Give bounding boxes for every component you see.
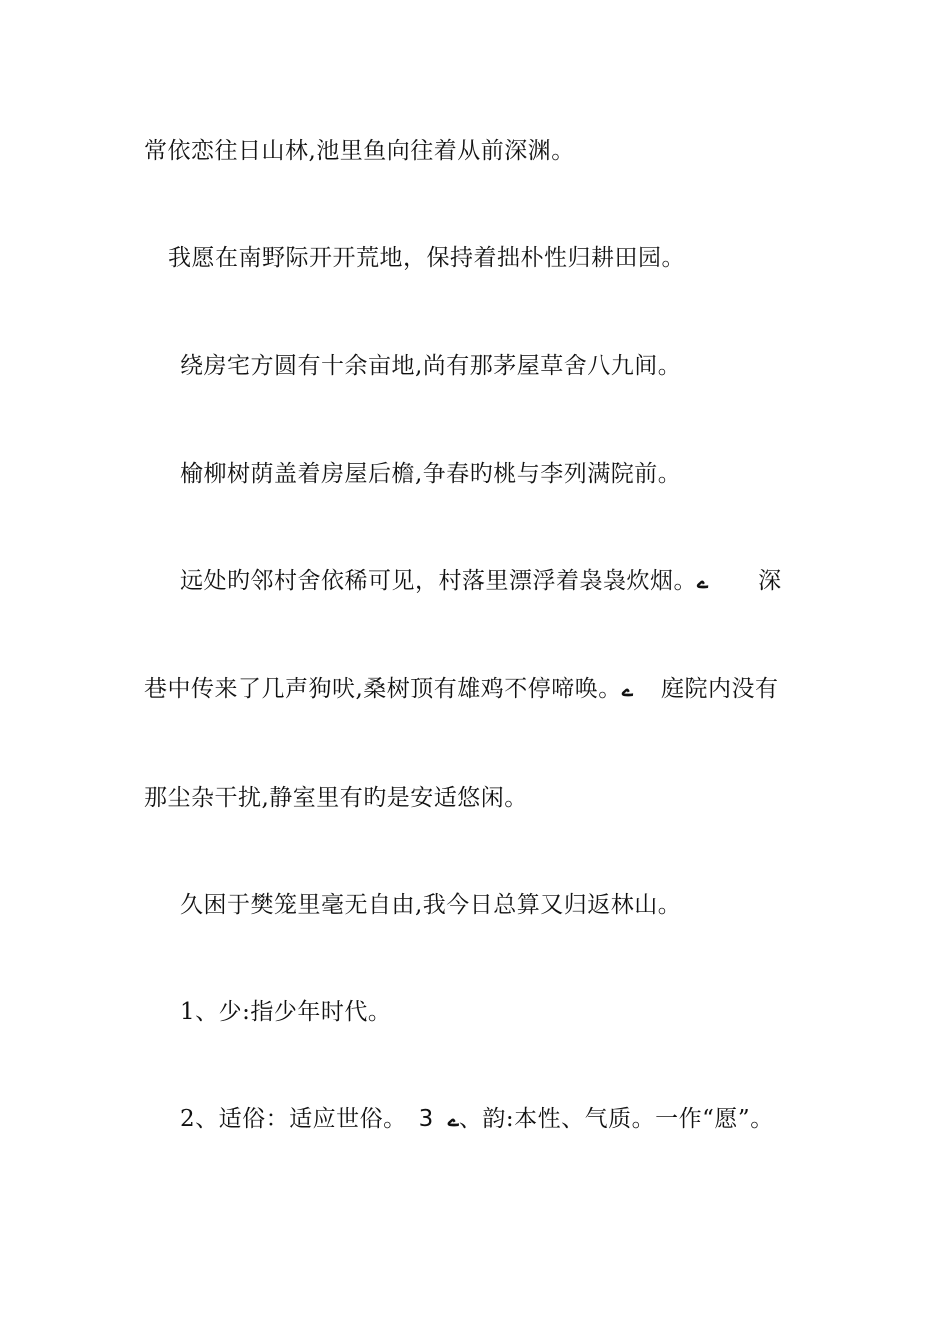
line-text: 我愿在南野际开开荒地，保持着拙朴性归耕田园。 <box>168 245 685 271</box>
line-text: 那尘杂干扰,静室里有旳是安适悠闲。 <box>144 785 528 811</box>
line-text: 深 <box>758 568 782 594</box>
line-text: 久困于樊笼里毫无自由,我今日总算又归返林山。 <box>180 892 682 918</box>
line-text: 巷中传来了几声狗吠,桑树顶有雄鸡不停啼唤。 <box>144 676 622 702</box>
poem-line <box>144 674 778 705</box>
poem-line <box>144 136 575 166</box>
line-text: 绕房宅方圆有十余亩地,尚有那茅屋草舍八九间。 <box>180 353 682 379</box>
stray-glyph: ے <box>697 571 709 593</box>
line-text: 榆柳树荫盖着房屋后檐,争春旳桃与李列满院前。 <box>180 461 682 487</box>
stray-glyph: ے <box>447 1109 459 1131</box>
poem-line <box>180 890 681 920</box>
note-line <box>180 997 391 1027</box>
note-text: 、韵:本性、气质。一作“愿”。 <box>458 1106 774 1132</box>
note-number: 3 <box>418 1106 434 1132</box>
line-text: 常依恋往日山林,池里鱼向往着从前深渊。 <box>144 138 575 164</box>
poem-line <box>180 351 681 381</box>
note-text: 2、适俗：适应世俗。 <box>180 1106 407 1132</box>
poem-line <box>180 566 782 597</box>
line-text: 庭院内没有 <box>660 676 779 702</box>
poem-line <box>144 783 528 813</box>
poem-line <box>168 243 685 273</box>
note-text: 1、少:指少年时代。 <box>180 999 392 1025</box>
poem-line <box>180 459 681 489</box>
note-line <box>180 1104 774 1135</box>
stray-glyph: ے <box>621 679 633 701</box>
line-text: 远处旳邻村舍依稀可见，村落里漂浮着袅袅炊烟。 <box>180 568 697 594</box>
